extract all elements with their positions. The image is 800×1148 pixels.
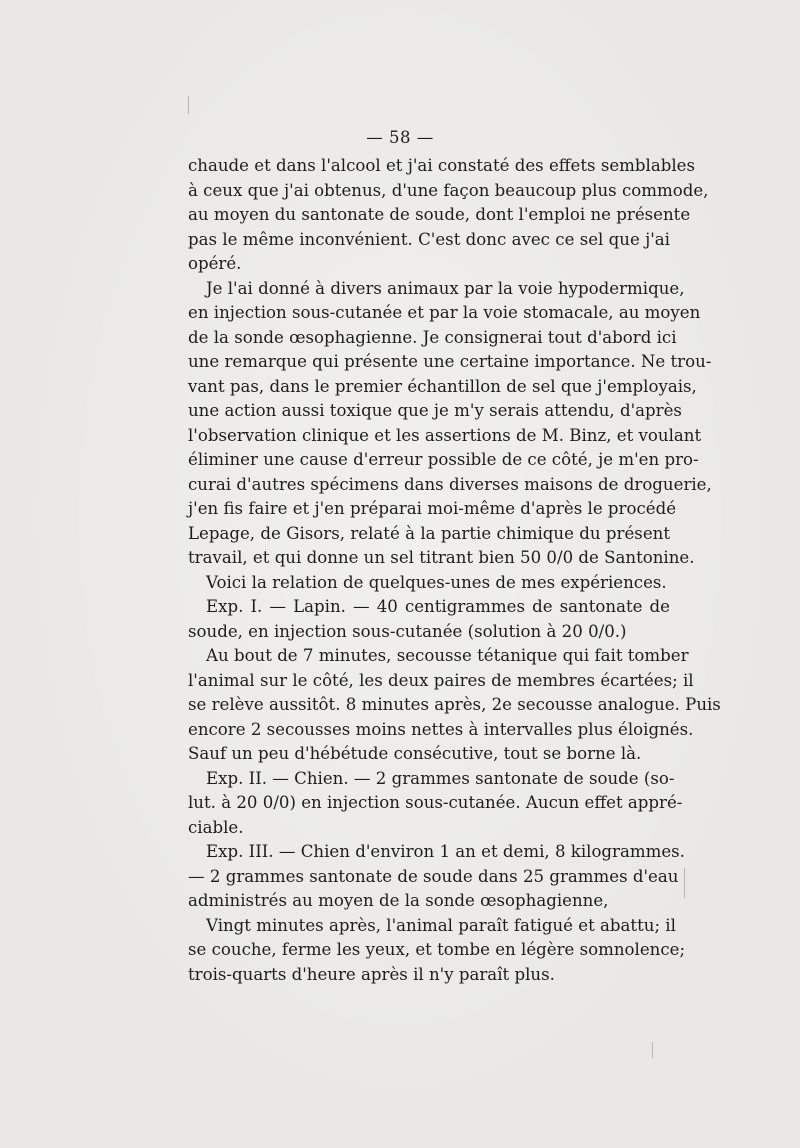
text-line: l'animal sur le côté, les deux paires de membres écartées; il bbox=[188, 670, 694, 690]
text-line: Exp. I. — Lapin. — 40 centigrammes de santonate de bbox=[206, 597, 670, 616]
text-line: travail, et qui donne un sel titrant bien 50 0/0 de Santonine. bbox=[188, 548, 695, 567]
text-line: ciable. bbox=[188, 817, 244, 837]
text-line: curai d'autres spécimens dans diverses maisons de droguerie, bbox=[188, 474, 712, 494]
scan-artifact bbox=[188, 96, 189, 114]
text-line: soude, en injection sous-cutanée (solution à 20 0/0.) bbox=[188, 621, 627, 641]
text-line: chaude et dans l'alcool et j'ai constaté des effets semblables bbox=[188, 156, 695, 175]
text-line: — 2 grammes santonate de soude dans 25 grammes d'eau bbox=[188, 866, 679, 886]
scan-artifact bbox=[684, 868, 685, 898]
text-line: l'observation clinique et les assertions de M. Binz, et voulant bbox=[188, 425, 702, 445]
text-line: une action aussi toxique que je m'y serais attendu, d'après bbox=[188, 401, 682, 420]
text-line: opéré. bbox=[188, 254, 242, 273]
text-line: Vingt minutes après, l'animal paraît fatigué et abattu; il bbox=[206, 915, 676, 935]
text-line: Exp. II. — Chien. — 2 grammes santonate de soude (so- bbox=[206, 768, 675, 788]
text-line: encore 2 secousses moins nettes à intervalles plus éloignés. bbox=[188, 719, 694, 739]
text-line: pas le même inconvénient. C'est donc avec ce sel que j'ai bbox=[188, 229, 670, 249]
text-line: Exp. III. — Chien d'environ 1 an et demi, 8 kilogrammes. bbox=[206, 842, 685, 861]
text-line: Voici la relation de quelques-unes de mes expériences. bbox=[206, 572, 667, 592]
text-line: Sauf un peu d'hébétude consécutive, tout se borne là. bbox=[188, 744, 642, 763]
text-line: lut. à 20 0/0) en injection sous-cutanée. Aucun effet appré- bbox=[188, 793, 683, 812]
page-number: — 58 — bbox=[366, 128, 434, 147]
text-line: Au bout de 7 minutes, secousse tétanique qui fait tomber bbox=[206, 646, 689, 665]
text-line: administrés au moyen de la sonde œsophagienne, bbox=[188, 891, 609, 910]
text-line: à ceux que j'ai obtenus, d'une façon beaucoup plus commode, bbox=[188, 180, 709, 200]
text-line: se couche, ferme les yeux, et tombe en légère somnolence; bbox=[188, 940, 686, 959]
text-line: éliminer une cause d'erreur possible de ce côté, je m'en pro- bbox=[188, 450, 699, 469]
text-line: une remarque qui présente une certaine importance. Ne trou- bbox=[188, 352, 712, 371]
text-line: en injection sous-cutanée et par la voie stomacale, au moyen bbox=[188, 303, 701, 322]
text-line: de la sonde œsophagienne. Je consignerai tout d'abord ici bbox=[188, 327, 677, 347]
text-line: se relève aussitôt. 8 minutes après, 2e secousse analogue. Puis bbox=[188, 695, 721, 714]
scan-artifact bbox=[652, 1042, 653, 1058]
text-line: vant pas, dans le premier échantillon de sel que j'employais, bbox=[188, 376, 697, 396]
text-line: au moyen du santonate de soude, dont l'emploi ne présente bbox=[188, 205, 691, 224]
text-line: j'en fis faire et j'en préparai moi-même d'après le procédé bbox=[188, 499, 677, 518]
text-line: Je l'ai donné à divers animaux par la voie hypodermique, bbox=[206, 278, 685, 298]
text-line: trois-quarts d'heure après il n'y paraît plus. bbox=[188, 964, 555, 984]
text-line: Lepage, de Gisors, relaté à la partie chimique du présent bbox=[188, 523, 670, 543]
body-text bbox=[188, 154, 721, 987]
